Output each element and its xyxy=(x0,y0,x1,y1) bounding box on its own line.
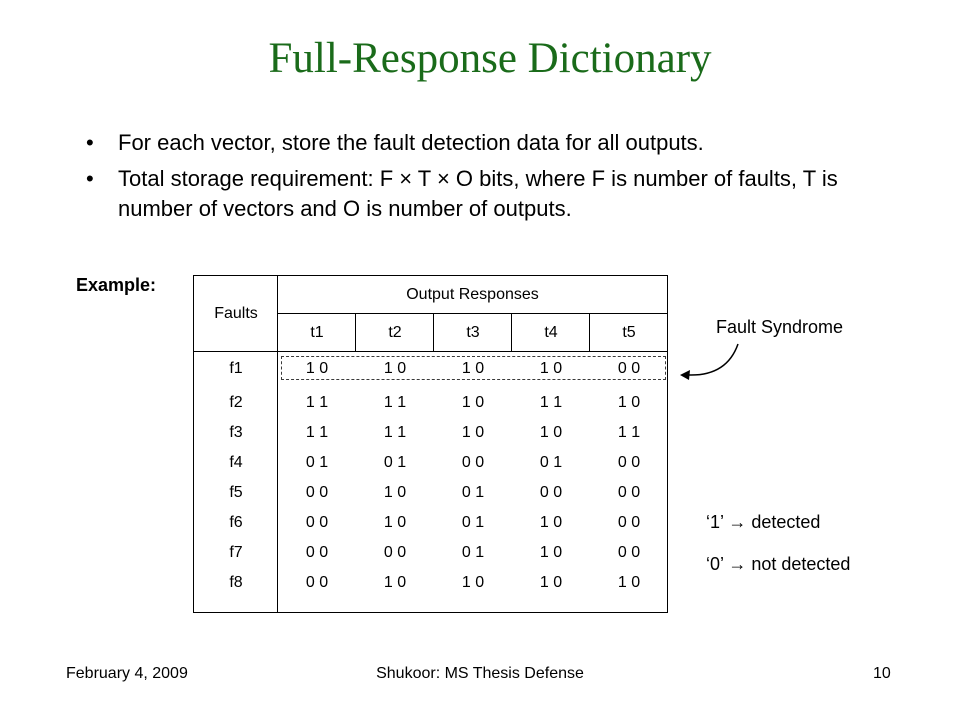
slide-title: Full-Response Dictionary xyxy=(268,35,712,82)
table-cell: 1 1 xyxy=(383,394,407,411)
output-responses-header: Output Responses xyxy=(406,286,539,303)
data-column-t3 xyxy=(434,352,512,598)
table-cell: 1 0 xyxy=(617,394,641,411)
data-column-t5 xyxy=(590,352,668,598)
table-cell: 0 1 xyxy=(461,514,485,531)
fault-label: f4 xyxy=(229,454,243,471)
table-cell: 1 0 xyxy=(383,514,407,531)
column-header-t2: t2 xyxy=(388,324,402,341)
footer-date: February 4, 2009 xyxy=(66,665,188,682)
fault-label: f1 xyxy=(229,360,243,377)
bullet-dot-icon: • xyxy=(86,130,94,155)
table-cell: 1 0 xyxy=(617,574,641,591)
legend-detected: ‘1’ → detected xyxy=(706,512,821,532)
fault-column xyxy=(194,352,278,598)
fault-label: f2 xyxy=(229,394,243,411)
data-column-t4 xyxy=(512,352,590,598)
table-cell: 1 0 xyxy=(305,360,329,377)
fault-label: f7 xyxy=(229,544,243,561)
faults-header: Faults xyxy=(214,305,258,322)
fault-label: f8 xyxy=(229,574,243,591)
bullet-dot-icon: • xyxy=(86,166,94,191)
fault-label: f5 xyxy=(229,484,243,501)
bullet-item xyxy=(84,164,884,224)
table-cell: 1 0 xyxy=(539,424,563,441)
syndrome-highlight-box xyxy=(281,356,666,380)
table-cell: 1 1 xyxy=(383,424,407,441)
table-cell: 1 0 xyxy=(461,424,485,441)
table-cell: 0 0 xyxy=(617,544,641,561)
table-cell: 1 1 xyxy=(305,394,329,411)
table-cell: 0 1 xyxy=(305,454,329,471)
bullet-list xyxy=(84,128,884,230)
table-cell: 1 0 xyxy=(539,360,563,377)
table-cell: 0 1 xyxy=(461,544,485,561)
table-cell: 1 1 xyxy=(305,424,329,441)
bullet-text: For each vector, store the fault detection data for all outputs. xyxy=(118,130,704,155)
table-cell: 0 0 xyxy=(617,484,641,501)
column-header-t1: t1 xyxy=(310,324,324,341)
table-cell: 1 0 xyxy=(461,360,485,377)
table-cell: 1 0 xyxy=(383,360,407,377)
table-cell: 0 1 xyxy=(539,454,563,471)
table-cell: 1 0 xyxy=(383,574,407,591)
bullet-item xyxy=(84,128,884,158)
table-cell: 0 0 xyxy=(617,454,641,471)
table-cell: 1 0 xyxy=(539,514,563,531)
table-cell: 0 0 xyxy=(305,574,329,591)
table-cell: 0 1 xyxy=(461,484,485,501)
fault-label: f6 xyxy=(229,514,243,531)
table-cell: 0 0 xyxy=(461,454,485,471)
table-cell: 1 0 xyxy=(461,574,485,591)
column-header-t4: t4 xyxy=(544,324,558,341)
arrow-icon xyxy=(676,340,746,390)
table-cell: 1 0 xyxy=(461,394,485,411)
data-column-t2 xyxy=(356,352,434,598)
example-label: Example: xyxy=(76,275,157,295)
table-cell: 0 0 xyxy=(617,514,641,531)
bullet-text: Total storage requirement: F × T × O bits, where F is number of faults, T is number of vectors and O is number of outputs. xyxy=(118,166,838,221)
table-cell: 0 0 xyxy=(305,484,329,501)
footer-title: Shukoor: MS Thesis Defense xyxy=(376,665,584,682)
table-cell: 1 1 xyxy=(539,394,563,411)
table-cell: 1 0 xyxy=(539,574,563,591)
table-cell: 0 0 xyxy=(617,360,641,377)
fault-syndrome-label: Fault Syndrome xyxy=(716,317,844,337)
table-cell: 1 0 xyxy=(539,544,563,561)
table-cell: 1 0 xyxy=(383,484,407,501)
table-cell: 0 0 xyxy=(383,544,407,561)
fault-label: f3 xyxy=(229,424,243,441)
legend-not-detected: ‘0’ → not detected xyxy=(706,554,851,574)
table-cell: 1 1 xyxy=(617,424,641,441)
data-column-t1 xyxy=(278,352,356,598)
table-cell: 0 0 xyxy=(305,514,329,531)
table-cell: 0 1 xyxy=(383,454,407,471)
column-header-t5: t5 xyxy=(622,324,636,341)
table-cell: 0 0 xyxy=(305,544,329,561)
page-number: 10 xyxy=(873,665,891,682)
table-cell: 0 0 xyxy=(539,484,563,501)
fault-dictionary-table xyxy=(193,275,668,613)
column-header-t3: t3 xyxy=(466,324,480,341)
